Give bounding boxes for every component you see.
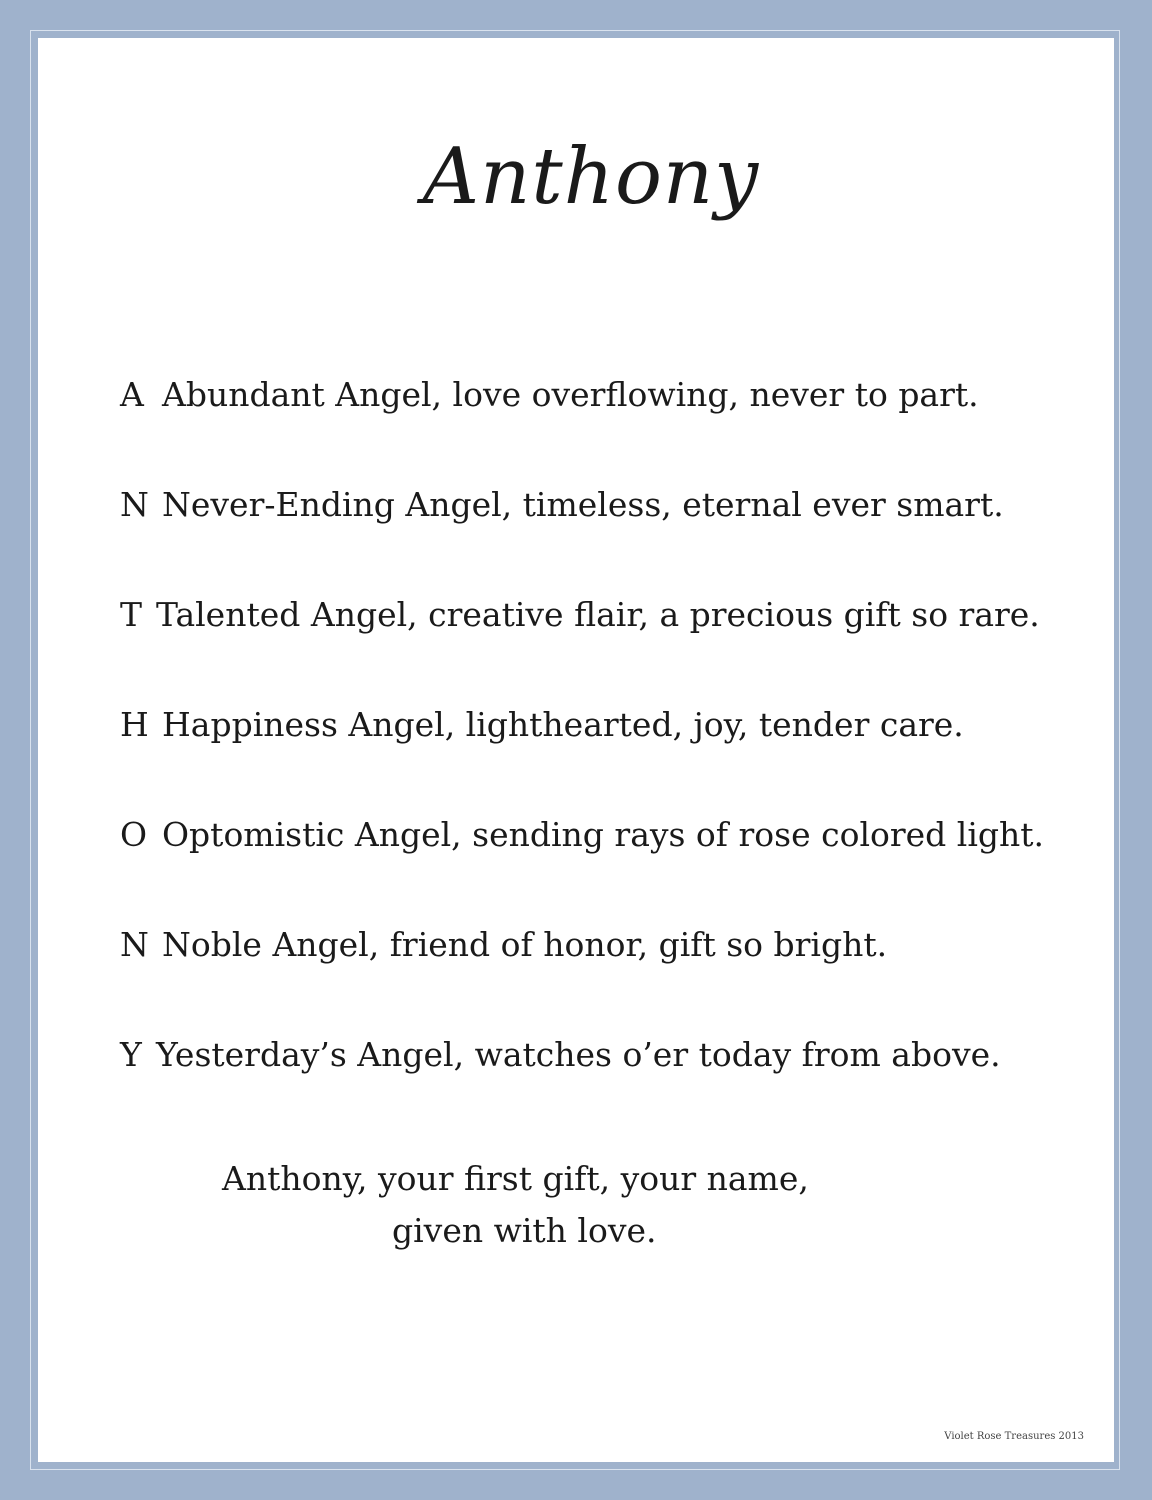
poem-paper (38, 38, 1114, 1462)
closing-line-1: Anthony, your first gift, your name, (222, 1159, 809, 1198)
line-text: Talented Angel, creative flair, a precious gift so rare. (156, 595, 1040, 634)
acrostic-line (120, 595, 1040, 634)
acrostic-line (120, 815, 1045, 854)
line-initial: Y (120, 1035, 142, 1074)
acrostic-line (120, 705, 964, 744)
acrostic-line (120, 925, 888, 964)
acrostic-line (120, 375, 979, 414)
credit-text: Violet Rose Treasures 2013 (944, 1431, 1084, 1442)
acrostic-line (120, 485, 1004, 524)
line-initial: O (120, 815, 148, 854)
line-text: Noble Angel, friend of honor, gift so bright. (162, 925, 888, 964)
line-initial: H (120, 705, 149, 744)
closing-line-2: given with love. (392, 1211, 657, 1250)
line-text: Yesterday’s Angel, watches o’er today from above. (156, 1035, 1001, 1074)
line-initial: N (120, 485, 149, 524)
poem-title: Anthony (422, 132, 760, 222)
line-text: Abundant Angel, love overflowing, never to part. (162, 375, 979, 414)
line-initial: A (120, 375, 144, 414)
acrostic-line (120, 1035, 1001, 1074)
line-text: Never-Ending Angel, timeless, eternal ever smart. (162, 485, 1004, 524)
line-initial: T (120, 595, 143, 634)
line-text: Optomistic Angel, sending rays of rose colored light. (162, 815, 1045, 854)
line-initial: N (120, 925, 149, 964)
line-text: Happiness Angel, lighthearted, joy, tender care. (162, 705, 964, 744)
